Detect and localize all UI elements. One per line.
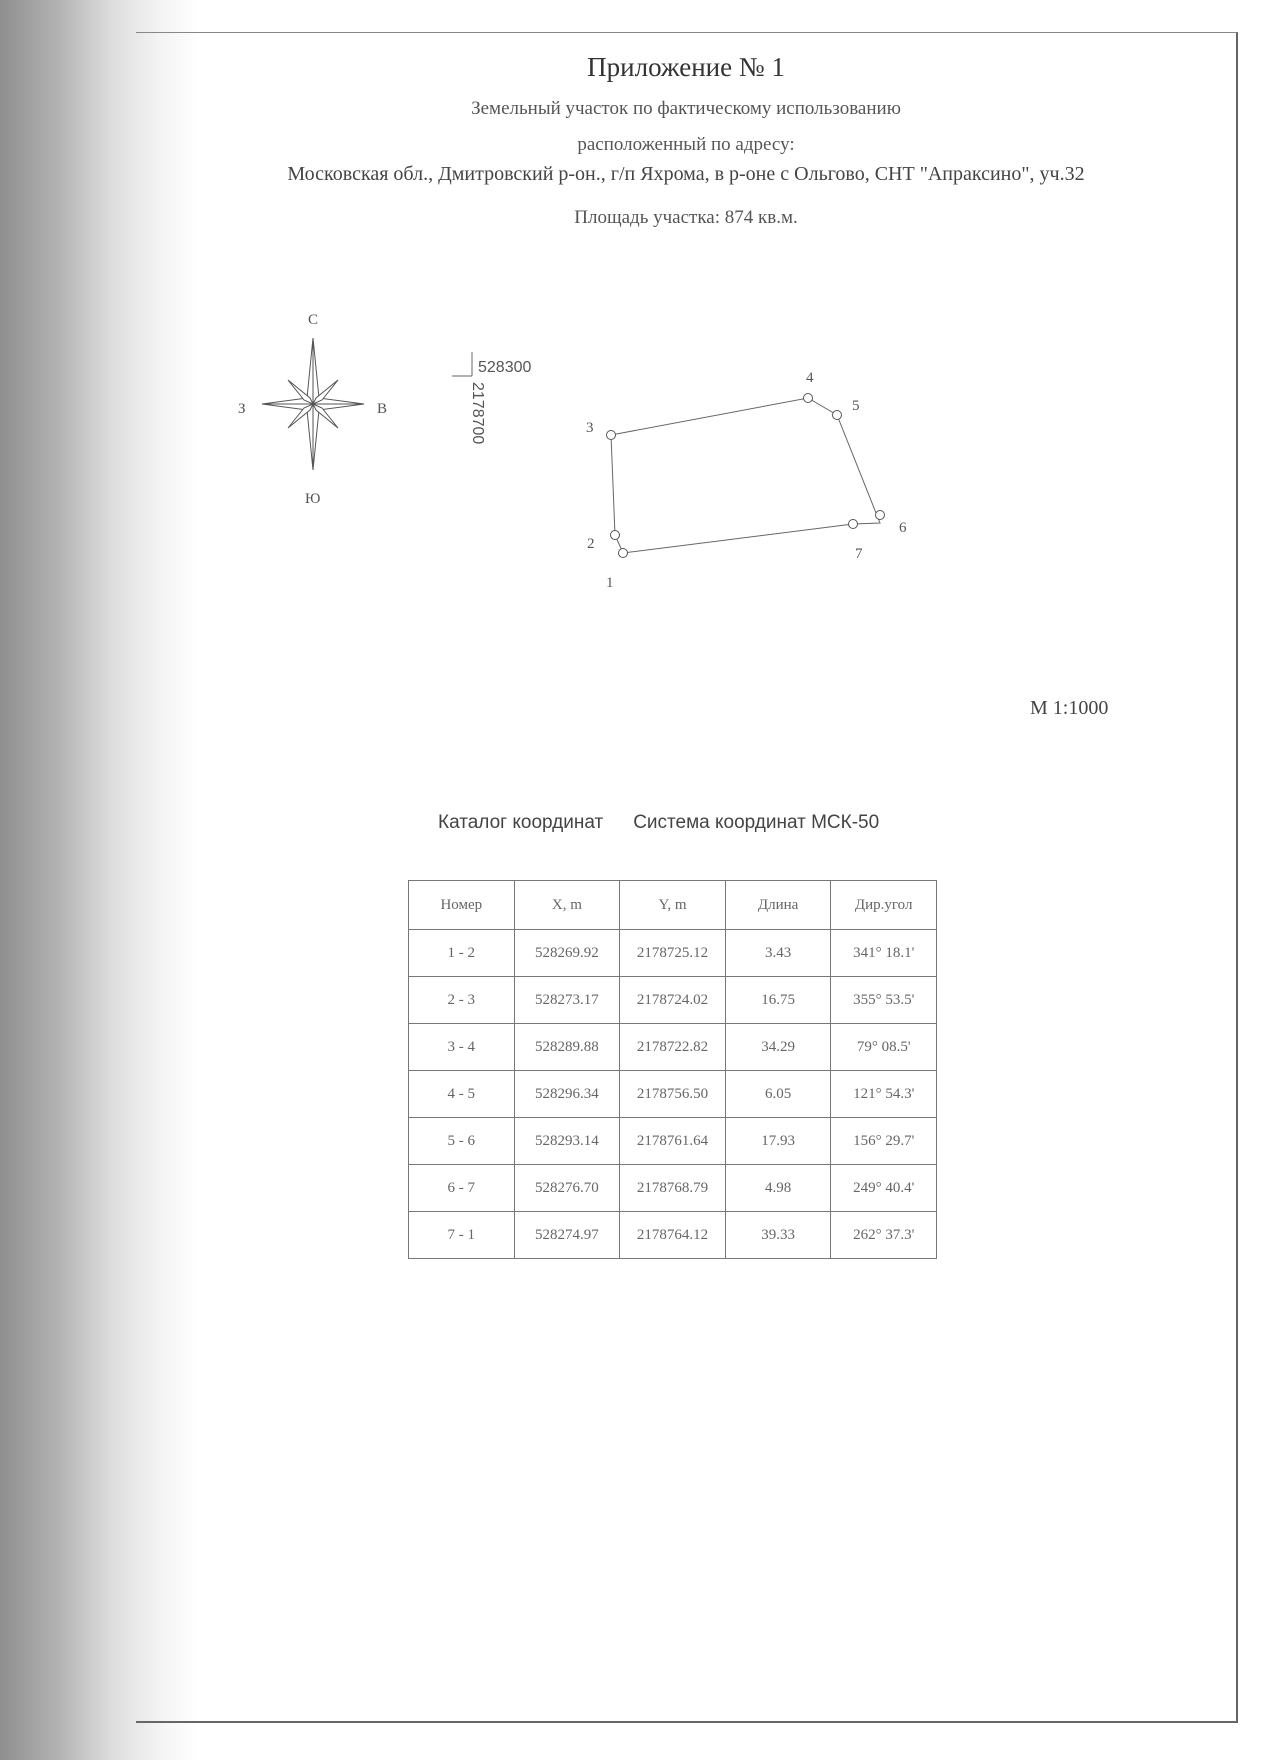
cell-x: 528269.92 [514, 930, 620, 977]
cell-angle: 355° 53.5' [831, 977, 937, 1024]
cell-x: 528293.14 [514, 1118, 620, 1165]
col-header-y: Y, m [620, 881, 726, 930]
cell-angle: 79° 08.5' [831, 1024, 937, 1071]
cell-x: 528273.17 [514, 977, 620, 1024]
compass-south-label: Ю [305, 491, 321, 507]
map-scale: М 1:1000 [1030, 697, 1109, 719]
point-6-marker [876, 511, 885, 520]
cell-angle: 341° 18.1' [831, 930, 937, 977]
point-1-label: 1 [606, 575, 614, 591]
cell-length: 39.33 [725, 1212, 831, 1259]
cell-segment: 6 - 7 [409, 1165, 515, 1212]
point-4-label: 4 [806, 370, 814, 386]
point-3-label: 3 [586, 420, 594, 436]
cell-y: 2178768.79 [620, 1165, 726, 1212]
table-row [409, 1212, 937, 1259]
point-2-label: 2 [587, 536, 595, 552]
cell-x: 528296.34 [514, 1071, 620, 1118]
table-row [409, 1071, 937, 1118]
compass-east-label: В [377, 401, 388, 417]
cell-x: 528274.97 [514, 1212, 620, 1259]
point-7-marker [849, 520, 858, 529]
point-4-marker [804, 394, 813, 403]
cell-length: 6.05 [725, 1071, 831, 1118]
cell-segment: 4 - 5 [409, 1071, 515, 1118]
grid-tick-mark [452, 352, 472, 376]
grid-x-label: 528300 [478, 359, 532, 376]
point-5-label: 5 [852, 398, 860, 414]
cell-length: 34.29 [725, 1024, 831, 1071]
parcel-boundary [611, 398, 880, 553]
col-header-x: X, m [514, 881, 620, 930]
cell-y: 2178761.64 [620, 1118, 726, 1165]
cell-segment: 3 - 4 [409, 1024, 515, 1071]
plot-area: Площадь участка: 874 кв.м. [574, 207, 798, 228]
cell-length: 16.75 [725, 977, 831, 1024]
cell-y: 2178724.02 [620, 977, 726, 1024]
cell-angle: 121° 54.3' [831, 1071, 937, 1118]
grid-y-label: 2178700 [469, 382, 486, 445]
table-row [409, 1118, 937, 1165]
point-6-label: 6 [899, 520, 907, 536]
site-plan [0, 0, 1282, 700]
cell-x: 528289.88 [514, 1024, 620, 1071]
col-header-number: Номер [409, 881, 515, 930]
compass-west-label: З [238, 401, 246, 417]
subtitle-land-plot: Земельный участок по фактическому использованию [471, 98, 901, 119]
cell-y: 2178756.50 [620, 1071, 726, 1118]
col-header-angle: Дир.угол [831, 881, 937, 930]
page-title: Приложение № 1 [587, 52, 785, 82]
cell-segment: 7 - 1 [409, 1212, 515, 1259]
table-row [409, 977, 937, 1024]
table-row [409, 930, 937, 977]
point-7-label: 7 [855, 546, 863, 562]
cell-length: 3.43 [725, 930, 831, 977]
cell-segment: 5 - 6 [409, 1118, 515, 1165]
cell-y: 2178725.12 [620, 930, 726, 977]
catalog-title: Каталог координат [438, 812, 604, 833]
table-row [409, 1165, 937, 1212]
col-header-length: Длина [725, 881, 831, 930]
point-1-marker [619, 549, 628, 558]
subtitle-located: расположенный по адресу: [577, 134, 795, 155]
point-2-marker [611, 531, 620, 540]
cell-segment: 2 - 3 [409, 977, 515, 1024]
cell-y: 2178722.82 [620, 1024, 726, 1071]
point-3-marker [607, 431, 616, 440]
cell-length: 17.93 [725, 1118, 831, 1165]
cell-segment: 1 - 2 [409, 930, 515, 977]
point-5-marker [833, 411, 842, 420]
coordinates-table [408, 880, 937, 1259]
table-row [409, 1024, 937, 1071]
compass-rose-icon [262, 338, 364, 470]
cell-angle: 262° 37.3' [831, 1212, 937, 1259]
coordinate-system: Система координат МСК-50 [633, 812, 880, 833]
catalog-heading [438, 812, 879, 834]
table-header-row [409, 881, 937, 930]
cell-y: 2178764.12 [620, 1212, 726, 1259]
cell-x: 528276.70 [514, 1165, 620, 1212]
compass-north-label: С [308, 312, 319, 328]
cell-angle: 249° 40.4' [831, 1165, 937, 1212]
address: Московская обл., Дмитровский р-он., г/п Яхрома, в р-оне с Ольгово, СНТ "Апраксино", уч.32 [287, 163, 1085, 185]
cell-angle: 156° 29.7' [831, 1118, 937, 1165]
cell-length: 4.98 [725, 1165, 831, 1212]
